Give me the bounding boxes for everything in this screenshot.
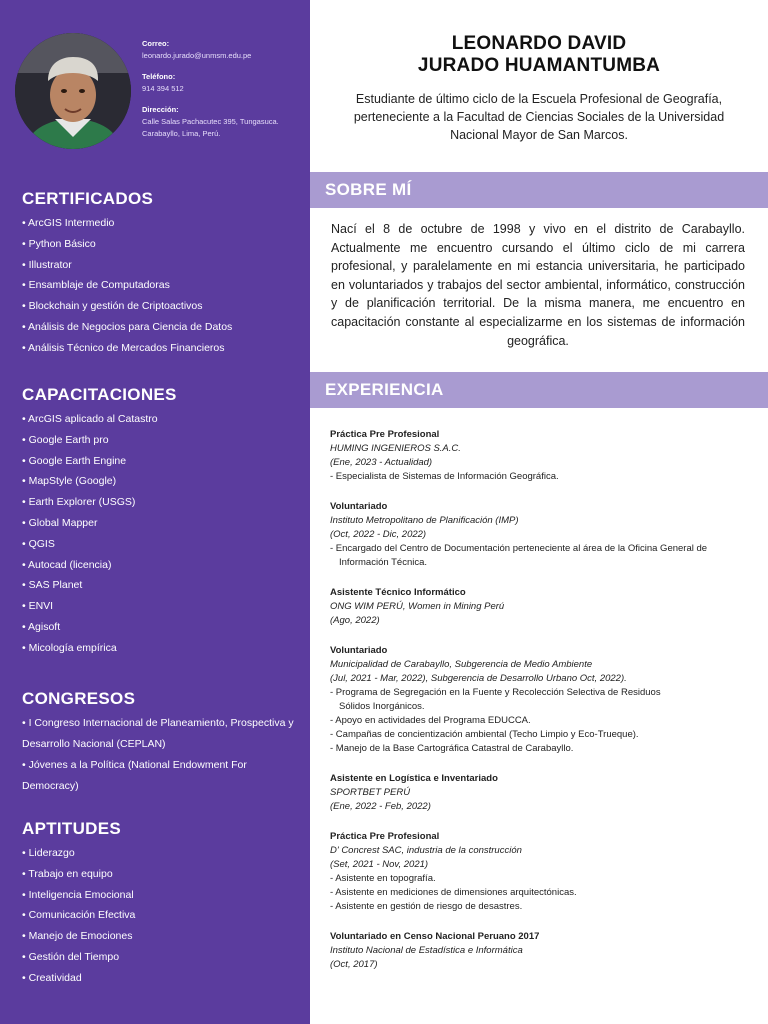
list-item: • QGIS <box>22 534 302 555</box>
list-item: • Google Earth Engine <box>22 451 302 472</box>
list-item: • Micología empírica <box>22 638 302 659</box>
job-org: Municipalidad de Carabayllo, Subgerencia de Medio Ambiente <box>330 659 593 670</box>
list-item: • Manejo de Emociones <box>22 926 302 947</box>
intro-text: Estudiante de último ciclo de la Escuela Profesional de Geografía, perteneciente a la Facultad de Ciencias Sociales de la Universidad Nacional Mayor de San Marcos. <box>353 92 725 142</box>
capacitaciones-list <box>22 409 302 659</box>
job-detail: - Especialista de Sistemas de Información Geográfica. <box>330 471 559 482</box>
list-item: • Earth Explorer (USGS) <box>22 492 302 513</box>
list-item: • Autocad (licencia) <box>22 555 302 576</box>
list-item: • Blockchain y gestión de Criptoactivos <box>22 296 302 317</box>
list-item: • Trabajo en equipo <box>22 864 302 885</box>
phone-value[interactable]: 914 394 512 <box>142 84 184 93</box>
job-detail: - Asistente en gestión de riesgo de desastres. <box>330 901 523 912</box>
job-org: Instituto Nacional de Estadística e Informática <box>330 945 523 956</box>
job-dates: (Jul, 2021 - Mar, 2022), Subgerencia de Desarrollo Urbano Oct, 2022). <box>330 673 627 684</box>
aptitudes-section <box>22 819 302 989</box>
job-dates: (Set, 2021 - Nov, 2021) <box>330 859 429 870</box>
email-value[interactable]: leonardo.jurado@unmsm.edu.pe <box>142 51 252 60</box>
name-line-2: JURADO HUAMANTUMBA <box>417 55 661 76</box>
list-item: • ENVI <box>22 596 302 617</box>
capacitaciones-section <box>22 385 302 659</box>
address-value: Calle Salas Pachacutec 395, Tungasuca. Carabayllo, Lima, Perú. <box>142 117 279 138</box>
job-detail: - Encargado del Centro de Documentación perteneciente al área de la Oficina General de Información Técnica. <box>330 543 708 568</box>
job-dates: (Ene, 2022 - Feb, 2022) <box>330 801 431 812</box>
job-title: Voluntariado en Censo Nacional Peruano 2017 <box>330 931 540 942</box>
job-title: Práctica Pre Profesional <box>330 429 440 440</box>
list-item: • Global Mapper <box>22 513 302 534</box>
job-dates: (Ago, 2022) <box>330 615 380 626</box>
congresos-title: CONGRESOS <box>22 689 136 708</box>
congresos-section <box>22 689 302 797</box>
list-item: • Agisoft <box>22 617 302 638</box>
job-entry <box>330 428 750 484</box>
list-item: • ArcGIS aplicado al Catastro <box>22 409 302 430</box>
main-content <box>310 0 768 1024</box>
job-org: SPORTBET PERÚ <box>330 787 411 798</box>
name-line-1: LEONARDO DAVID <box>451 33 627 54</box>
list-item: • Comunicación Efectiva <box>22 905 302 926</box>
job-dates: (Oct, 2017) <box>330 959 378 970</box>
job-detail: - Asistente en topografía. <box>330 873 436 884</box>
list-item: • Ensamblaje de Computadoras <box>22 275 302 296</box>
job-title: Práctica Pre Profesional <box>330 831 440 842</box>
job-detail: - Asistente en mediciones de dimensiones arquitectónicas. <box>330 887 577 898</box>
list-item: • Análisis Técnico de Mercados Financieros <box>22 338 302 359</box>
list-item: • I Congreso Internacional de Planeamiento, Prospectiva y Desarrollo Nacional (CEPLAN) <box>22 713 302 755</box>
job-org: D' Concrest SAC, industria de la construcción <box>330 845 522 856</box>
list-item: • Gestión del Tiempo <box>22 947 302 968</box>
job-dates: (Ene, 2023 - Actualidad) <box>330 457 433 468</box>
phone-label: Teléfono: <box>142 72 176 81</box>
capacitaciones-title: CAPACITACIONES <box>22 385 177 404</box>
list-item: • Creatividad <box>22 968 302 989</box>
aptitudes-list <box>22 843 302 989</box>
contact-block <box>142 38 310 149</box>
full-name <box>310 33 768 77</box>
job-dates: (Oct, 2022 - Dic, 2022) <box>330 529 427 540</box>
job-title: Asistente Técnico Informático <box>330 587 466 598</box>
about-title: SOBRE MÍ <box>310 172 768 208</box>
list-item: • ArcGIS Intermedio <box>22 213 302 234</box>
list-item: • MapStyle (Google) <box>22 471 302 492</box>
job-title: Asistente en Logística e Inventariado <box>330 773 498 784</box>
list-item: • Liderazgo <box>22 843 302 864</box>
aptitudes-title: APTITUDES <box>22 819 122 838</box>
job-detail: - Campañas de concientización ambiental (Techo Limpio y Eco-Trueque). <box>330 729 639 740</box>
experience-list <box>330 428 750 988</box>
job-detail: - Programa de Segregación en la Fuente y Recolección Selectiva de Residuos Sólidos Inorgánicos. <box>330 687 661 712</box>
job-entry <box>330 644 750 756</box>
profile-photo <box>15 33 131 149</box>
certificados-section <box>22 189 302 359</box>
congresos-list <box>22 713 302 797</box>
job-entry <box>330 830 750 914</box>
email-label: Correo: <box>142 39 170 48</box>
list-item: • SAS Planet <box>22 575 302 596</box>
list-item: • Análisis de Negocios para Ciencia de Datos <box>22 317 302 338</box>
about-text: Nací el 8 de octubre de 1998 y vivo en el distrito de Carabayllo. Actualmente me encuentro cursando el último ciclo de mi carrera profesional, y paralelamente en mi estancia universitaria, he participado en voluntariados y trabajos del sector ambiental, informático, construcción y de planificación territorial. De la misma manera, me encuentro en capacitación constante al especializarme en los sistemas de información geográfica. <box>331 222 745 348</box>
job-entry <box>330 930 750 972</box>
job-entry <box>330 772 750 814</box>
job-title: Voluntariado <box>330 645 388 656</box>
job-title: Voluntariado <box>330 501 388 512</box>
list-item: • Python Básico <box>22 234 302 255</box>
sidebar <box>0 0 310 1024</box>
list-item: • Inteligencia Emocional <box>22 885 302 906</box>
certificados-list <box>22 213 302 359</box>
list-item: • Jóvenes a la Política (National Endowment For Democracy) <box>22 755 302 797</box>
job-detail: - Apoyo en actividades del Programa EDUCCA. <box>330 715 531 726</box>
job-org: Instituto Metropolitano de Planificación (IMP) <box>330 515 519 526</box>
experience-title: EXPERIENCIA <box>310 372 768 408</box>
job-detail: - Manejo de la Base Cartográfica Catastral de Carabayllo. <box>330 743 574 754</box>
list-item: • Google Earth pro <box>22 430 302 451</box>
certificados-title: CERTIFICADOS <box>22 189 154 208</box>
address-label: Dirección: <box>142 105 179 114</box>
list-item: • Illustrator <box>22 255 302 276</box>
job-entry <box>330 586 750 628</box>
job-entry <box>330 500 750 570</box>
job-org: HUMING INGENIEROS S.A.C. <box>330 443 461 454</box>
job-org: ONG WIM PERÚ, Women in Mining Perú <box>330 601 505 612</box>
